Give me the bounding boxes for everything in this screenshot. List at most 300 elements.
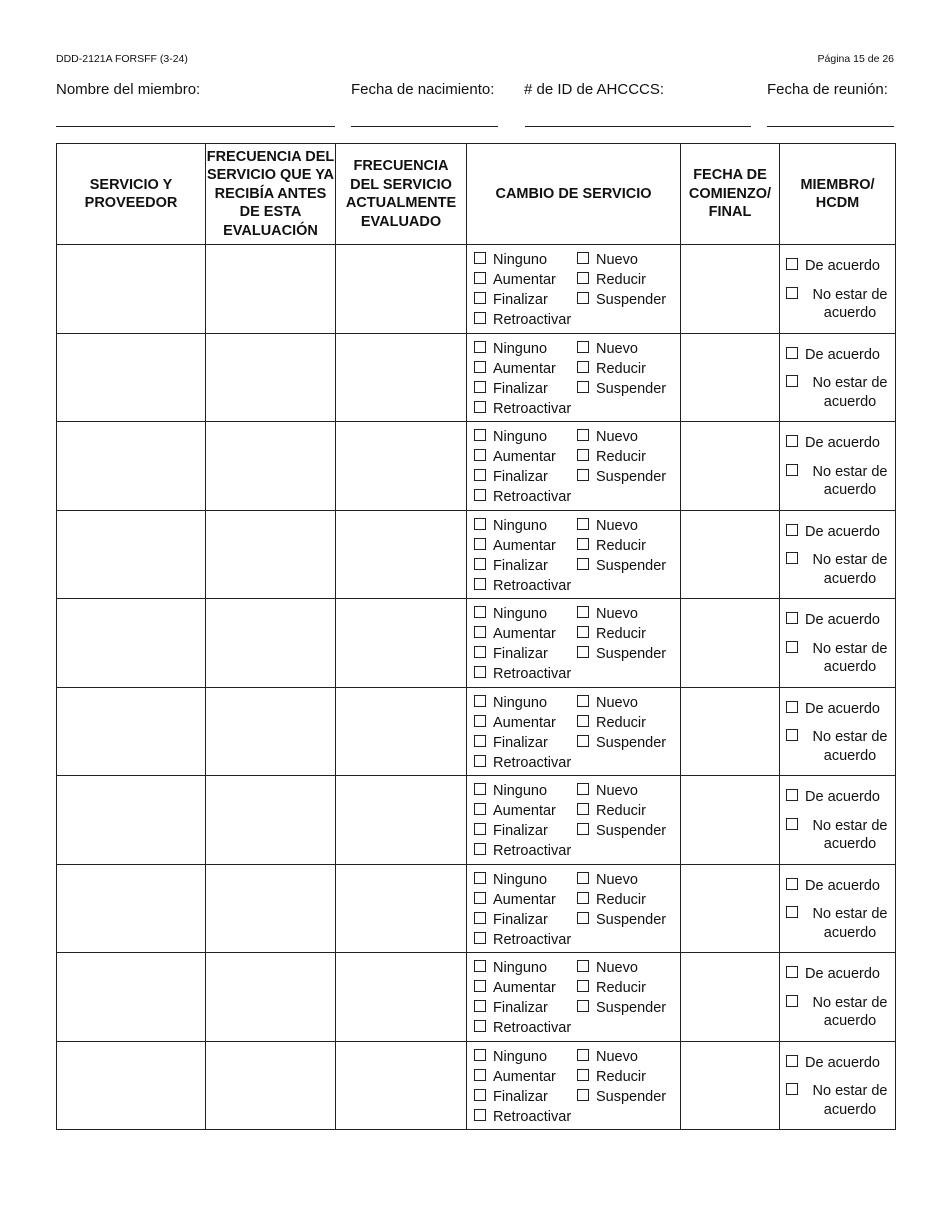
checkbox-icon[interactable] [577, 960, 589, 972]
agree-option[interactable] [786, 523, 895, 542]
service-provider-cell[interactable] [57, 422, 206, 511]
checkbox-icon[interactable] [786, 878, 798, 890]
change-option[interactable] [474, 448, 577, 466]
checkbox-icon[interactable] [786, 906, 798, 918]
assessed-frequency-cell[interactable] [336, 776, 467, 865]
change-option[interactable] [577, 340, 681, 358]
change-option[interactable] [577, 802, 681, 820]
option-label: Reducir [596, 891, 646, 908]
checkbox-icon[interactable] [577, 429, 589, 441]
change-option[interactable] [577, 1088, 681, 1106]
form-code: DDD-2121A FORSFF (3-24) [56, 53, 188, 65]
checkbox-icon[interactable] [577, 361, 589, 373]
change-option[interactable] [474, 291, 577, 309]
option-label: Nuevo [596, 783, 638, 799]
start-end-date-cell[interactable] [681, 687, 780, 776]
checkbox-icon[interactable] [474, 292, 486, 304]
change-option[interactable] [577, 605, 681, 623]
option-label: Finalizar [493, 823, 548, 839]
disagree-option[interactable] [786, 640, 895, 677]
checkbox-icon[interactable] [474, 449, 486, 461]
checkbox-icon[interactable] [474, 932, 486, 944]
change-option[interactable] [577, 979, 681, 997]
checkbox-icon[interactable] [577, 803, 589, 815]
checkbox-icon[interactable] [786, 641, 798, 653]
assessed-frequency-cell[interactable] [336, 333, 467, 422]
checkbox-icon[interactable] [474, 1000, 486, 1012]
disagree-option[interactable] [786, 1082, 895, 1119]
change-option[interactable] [577, 380, 681, 398]
agree-option[interactable] [786, 346, 895, 365]
option-label: Aumentar [493, 272, 556, 288]
change-option[interactable] [577, 891, 681, 909]
prior-frequency-cell[interactable] [206, 776, 336, 865]
checkbox-icon[interactable] [474, 695, 486, 707]
checkbox-icon[interactable] [577, 626, 589, 638]
checkbox-icon[interactable] [577, 1000, 589, 1012]
change-option[interactable] [474, 979, 577, 997]
change-option[interactable] [474, 311, 577, 329]
option-label: Reducir [596, 980, 646, 996]
disagree-option[interactable] [786, 994, 895, 1031]
start-end-date-cell[interactable] [681, 599, 780, 688]
checkbox-icon[interactable] [577, 872, 589, 884]
start-end-date-cell[interactable] [681, 422, 780, 511]
checkbox-icon[interactable] [577, 1069, 589, 1081]
member-agreement-cell [780, 776, 896, 865]
agree-option[interactable] [786, 965, 895, 984]
service-provider-cell[interactable] [57, 245, 206, 334]
service-change-cell [467, 333, 681, 422]
checkbox-icon[interactable] [786, 258, 798, 270]
option-label: Suspender [596, 469, 667, 485]
member-agreement-cell [780, 422, 896, 511]
change-option[interactable] [474, 822, 577, 840]
option-label: Aumentar [493, 360, 556, 377]
service-provider-cell[interactable] [57, 864, 206, 953]
checkbox-icon[interactable] [474, 783, 486, 795]
option-label: Reducir [596, 449, 646, 465]
checkbox-icon[interactable] [474, 606, 486, 618]
meeting-date-label: Fecha de reunión: [767, 81, 888, 98]
table-row [57, 599, 896, 688]
change-option[interactable] [577, 822, 681, 840]
change-option[interactable] [474, 517, 577, 535]
change-option[interactable] [474, 665, 577, 683]
start-end-date-cell[interactable] [681, 953, 780, 1042]
checkbox-icon[interactable] [577, 538, 589, 550]
start-end-date-cell[interactable] [681, 776, 780, 865]
change-option[interactable] [577, 911, 681, 929]
member-name-field[interactable] [56, 126, 335, 127]
option-label: No estar de acuerdo [812, 552, 888, 587]
option-label: Finalizar [493, 734, 548, 751]
member-agreement-cell [780, 510, 896, 599]
service-change-cell [467, 599, 681, 688]
option-label: De acuerdo [805, 789, 880, 805]
agree-option[interactable] [786, 257, 895, 276]
checkbox-icon[interactable] [474, 361, 486, 373]
change-option[interactable] [474, 842, 577, 860]
option-label: Finalizar [493, 1000, 548, 1016]
change-option[interactable] [474, 959, 577, 977]
checkbox-icon[interactable] [474, 401, 486, 413]
checkbox-icon[interactable] [786, 435, 798, 447]
option-label: Nuevo [596, 960, 638, 976]
change-option[interactable] [474, 625, 577, 643]
checkbox-icon[interactable] [474, 252, 486, 264]
change-option[interactable] [474, 911, 577, 929]
option-label: Aumentar [493, 626, 556, 642]
checkbox-icon[interactable] [786, 524, 798, 536]
option-label: Aumentar [493, 980, 556, 996]
change-option[interactable] [474, 271, 577, 289]
checkbox-icon[interactable] [474, 803, 486, 815]
checkbox-icon[interactable] [577, 783, 589, 795]
agree-option[interactable] [786, 877, 895, 896]
start-end-date-cell[interactable] [681, 510, 780, 599]
option-label: Retroactivar [493, 843, 572, 859]
checkbox-icon[interactable] [474, 312, 486, 324]
prior-frequency-cell[interactable] [206, 333, 336, 422]
assessed-frequency-cell[interactable] [336, 687, 467, 776]
checkbox-icon[interactable] [474, 715, 486, 727]
checkbox-icon[interactable] [786, 818, 798, 830]
checkbox-icon[interactable] [474, 626, 486, 638]
checkbox-icon[interactable] [577, 980, 589, 992]
checkbox-icon[interactable] [786, 1055, 798, 1067]
checkbox-icon[interactable] [474, 843, 486, 855]
option-label: Finalizar [493, 646, 548, 662]
page-number: Página 15 de 26 [817, 53, 894, 65]
change-option[interactable] [577, 1068, 681, 1086]
table-row [57, 245, 896, 334]
checkbox-icon[interactable] [786, 966, 798, 978]
checkbox-icon[interactable] [786, 612, 798, 624]
change-option[interactable] [577, 782, 681, 800]
start-end-date-cell[interactable] [681, 864, 780, 953]
checkbox-icon[interactable] [577, 912, 589, 924]
service-provider-cell[interactable] [57, 1041, 206, 1130]
service-provider-cell[interactable] [57, 333, 206, 422]
option-label: Ninguno [493, 1048, 548, 1065]
change-option[interactable] [474, 537, 577, 555]
option-label: Reducir [596, 537, 646, 554]
service-change-cell [467, 245, 681, 334]
service-change-cell [467, 953, 681, 1042]
checkbox-icon[interactable] [474, 735, 486, 747]
checkbox-icon[interactable] [474, 1069, 486, 1081]
option-label: No estar de acuerdo [812, 817, 888, 852]
checkbox-icon[interactable] [577, 735, 589, 747]
prior-frequency-cell[interactable] [206, 599, 336, 688]
option-label: Retroactivar [493, 931, 572, 948]
change-option[interactable] [474, 1048, 577, 1066]
disagree-option[interactable] [786, 817, 895, 854]
change-option[interactable] [474, 931, 577, 949]
checkbox-icon[interactable] [577, 341, 589, 353]
checkbox-icon[interactable] [474, 489, 486, 501]
prior-frequency-cell[interactable] [206, 245, 336, 334]
checkbox-icon[interactable] [474, 1049, 486, 1061]
change-option[interactable] [577, 625, 681, 643]
service-provider-cell[interactable] [57, 687, 206, 776]
member-agreement-cell [780, 953, 896, 1042]
option-label: Aumentar [493, 1068, 556, 1085]
change-option[interactable] [474, 754, 577, 772]
change-option[interactable] [474, 891, 577, 909]
option-label: De acuerdo [805, 612, 880, 628]
checkbox-icon[interactable] [577, 1049, 589, 1061]
services-table [56, 143, 896, 1130]
service-change-cell [467, 687, 681, 776]
option-label: Retroactivar [493, 577, 572, 594]
checkbox-icon[interactable] [474, 980, 486, 992]
checkbox-icon[interactable] [786, 701, 798, 713]
disagree-option[interactable] [786, 905, 895, 942]
change-option[interactable] [577, 999, 681, 1017]
checkbox-icon[interactable] [786, 789, 798, 801]
table-row [57, 1041, 896, 1130]
assessed-frequency-cell[interactable] [336, 864, 467, 953]
prior-frequency-cell[interactable] [206, 422, 336, 511]
agree-option[interactable] [786, 788, 895, 807]
service-provider-cell[interactable] [57, 510, 206, 599]
checkbox-icon[interactable] [474, 469, 486, 481]
change-option[interactable] [577, 251, 681, 269]
checkbox-icon[interactable] [474, 538, 486, 550]
assessed-frequency-cell[interactable] [336, 510, 467, 599]
checkbox-icon[interactable] [786, 347, 798, 359]
option-label: Retroactivar [493, 1020, 572, 1036]
change-option[interactable] [474, 645, 577, 663]
meeting-date-field[interactable] [767, 126, 894, 127]
option-label: Nuevo [596, 606, 638, 622]
change-option[interactable] [474, 400, 577, 418]
checkbox-icon[interactable] [474, 892, 486, 904]
agree-option[interactable] [786, 611, 895, 630]
checkbox-icon[interactable] [577, 272, 589, 284]
checkbox-icon[interactable] [786, 1083, 798, 1095]
ahcccs-id-field[interactable] [525, 126, 751, 127]
change-option[interactable] [577, 537, 681, 555]
service-provider-cell[interactable] [57, 599, 206, 688]
checkbox-icon[interactable] [474, 872, 486, 884]
change-option[interactable] [577, 714, 681, 732]
checkbox-icon[interactable] [577, 381, 589, 393]
option-label: Suspender [596, 380, 667, 397]
change-option[interactable] [577, 517, 681, 535]
service-change-cell [467, 1041, 681, 1130]
checkbox-icon[interactable] [474, 646, 486, 658]
checkbox-icon[interactable] [786, 375, 798, 387]
change-option[interactable] [474, 694, 577, 712]
checkbox-icon[interactable] [577, 1089, 589, 1101]
checkbox-icon[interactable] [577, 715, 589, 727]
checkbox-icon[interactable] [577, 606, 589, 618]
checkbox-icon[interactable] [474, 558, 486, 570]
change-option[interactable] [577, 871, 681, 889]
checkbox-icon[interactable] [474, 823, 486, 835]
checkbox-icon[interactable] [577, 252, 589, 264]
checkbox-icon[interactable] [577, 292, 589, 304]
change-option[interactable] [577, 291, 681, 309]
header-member-hcdm: MIEMBRO/ HCDM [780, 144, 896, 245]
change-option[interactable] [474, 734, 577, 752]
checkbox-icon[interactable] [474, 1089, 486, 1101]
checkbox-icon[interactable] [474, 381, 486, 393]
option-label: Ninguno [493, 694, 548, 711]
birth-date-field[interactable] [351, 126, 498, 127]
option-label: Aumentar [493, 537, 556, 554]
change-option[interactable] [474, 1108, 577, 1126]
agree-option[interactable] [786, 1054, 895, 1073]
checkbox-icon[interactable] [577, 695, 589, 707]
option-label: Suspender [596, 823, 667, 839]
start-end-date-cell[interactable] [681, 245, 780, 334]
checkbox-icon[interactable] [474, 429, 486, 441]
disagree-option[interactable] [786, 463, 895, 500]
checkbox-icon[interactable] [577, 469, 589, 481]
change-option[interactable] [474, 1019, 577, 1037]
checkbox-icon[interactable] [786, 464, 798, 476]
option-label: Reducir [596, 626, 646, 642]
checkbox-icon[interactable] [786, 287, 798, 299]
service-provider-cell[interactable] [57, 776, 206, 865]
change-option[interactable] [474, 557, 577, 575]
checkbox-icon[interactable] [474, 1109, 486, 1121]
checkbox-icon[interactable] [577, 646, 589, 658]
option-label: Reducir [596, 360, 646, 377]
option-label: Aumentar [493, 714, 556, 731]
change-option[interactable] [577, 959, 681, 977]
change-option[interactable] [474, 802, 577, 820]
option-label: De acuerdo [805, 346, 880, 363]
change-option[interactable] [474, 605, 577, 623]
option-label: Aumentar [493, 449, 556, 465]
checkbox-icon[interactable] [474, 341, 486, 353]
service-change-cell [467, 510, 681, 599]
assessed-frequency-cell[interactable] [336, 953, 467, 1042]
change-option[interactable] [577, 694, 681, 712]
checkbox-icon[interactable] [474, 960, 486, 972]
table-row [57, 510, 896, 599]
change-option[interactable] [577, 734, 681, 752]
checkbox-icon[interactable] [474, 666, 486, 678]
disagree-option[interactable] [786, 286, 895, 323]
checkbox-icon[interactable] [786, 729, 798, 741]
option-label: No estar de acuerdo [812, 463, 888, 498]
agree-option[interactable] [786, 700, 895, 719]
change-option[interactable] [474, 577, 577, 595]
option-label: Reducir [596, 714, 646, 731]
disagree-option[interactable] [786, 374, 895, 411]
member-agreement-cell [780, 245, 896, 334]
change-option[interactable] [474, 782, 577, 800]
checkbox-icon[interactable] [474, 272, 486, 284]
agree-option[interactable] [786, 434, 895, 453]
checkbox-icon[interactable] [577, 449, 589, 461]
assessed-frequency-cell[interactable] [336, 1041, 467, 1130]
change-option[interactable] [474, 871, 577, 889]
change-option[interactable] [474, 488, 577, 506]
checkbox-icon[interactable] [474, 518, 486, 530]
assessed-frequency-cell[interactable] [336, 422, 467, 511]
assessed-frequency-cell[interactable] [336, 599, 467, 688]
change-option[interactable] [577, 468, 681, 486]
option-label: No estar de acuerdo [812, 375, 888, 410]
table-row [57, 422, 896, 511]
option-label: Ninguno [493, 960, 548, 976]
checkbox-icon[interactable] [474, 1020, 486, 1032]
checkbox-icon[interactable] [577, 518, 589, 530]
change-option[interactable] [577, 360, 681, 378]
assessed-frequency-cell[interactable] [336, 245, 467, 334]
checkbox-icon[interactable] [577, 558, 589, 570]
change-option[interactable] [577, 448, 681, 466]
change-option[interactable] [577, 557, 681, 575]
change-option[interactable] [577, 428, 681, 446]
option-label: Finalizar [493, 1088, 548, 1105]
prior-frequency-cell[interactable] [206, 1041, 336, 1130]
checkbox-icon[interactable] [577, 892, 589, 904]
prior-frequency-cell[interactable] [206, 510, 336, 599]
option-label: Ninguno [493, 606, 548, 622]
option-label: De acuerdo [805, 966, 880, 982]
change-option[interactable] [474, 1068, 577, 1086]
option-label: Finalizar [493, 380, 548, 397]
member-name-label: Nombre del miembro: [56, 81, 201, 98]
checkbox-icon[interactable] [474, 578, 486, 590]
change-option[interactable] [474, 999, 577, 1017]
change-option[interactable] [474, 468, 577, 486]
option-label: Nuevo [596, 694, 638, 711]
change-option[interactable] [474, 251, 577, 269]
change-option[interactable] [474, 360, 577, 378]
disagree-option[interactable] [786, 551, 895, 588]
change-option[interactable] [474, 428, 577, 446]
change-option[interactable] [577, 271, 681, 289]
option-label: Retroactivar [493, 1108, 572, 1125]
change-option[interactable] [474, 380, 577, 398]
option-label: Retroactivar [493, 312, 572, 328]
checkbox-icon[interactable] [577, 823, 589, 835]
service-change-cell [467, 776, 681, 865]
change-option[interactable] [577, 1048, 681, 1066]
service-provider-cell[interactable] [57, 953, 206, 1042]
change-option[interactable] [577, 645, 681, 663]
change-option[interactable] [474, 1088, 577, 1106]
prior-frequency-cell[interactable] [206, 864, 336, 953]
checkbox-icon[interactable] [786, 995, 798, 1007]
header-assessed-frequency: FRECUENCIA DEL SERVICIO ACTUALMENTE EVALUADO [336, 144, 467, 245]
option-label: De acuerdo [805, 258, 880, 274]
header-service-change: CAMBIO DE SERVICIO [467, 144, 681, 245]
disagree-option[interactable] [786, 728, 895, 765]
checkbox-icon[interactable] [786, 552, 798, 564]
header-prior-frequency: FRECUENCIA DEL SERVICIO QUE YA RECIBÍA ANTES DE ESTA EVALUACIÓN [206, 144, 336, 245]
checkbox-icon[interactable] [474, 912, 486, 924]
prior-frequency-cell[interactable] [206, 953, 336, 1042]
prior-frequency-cell[interactable] [206, 687, 336, 776]
table-row [57, 953, 896, 1042]
checkbox-icon[interactable] [474, 755, 486, 767]
start-end-date-cell[interactable] [681, 333, 780, 422]
change-option[interactable] [474, 340, 577, 358]
start-end-date-cell[interactable] [681, 1041, 780, 1130]
option-label: De acuerdo [805, 523, 880, 540]
change-option[interactable] [474, 714, 577, 732]
